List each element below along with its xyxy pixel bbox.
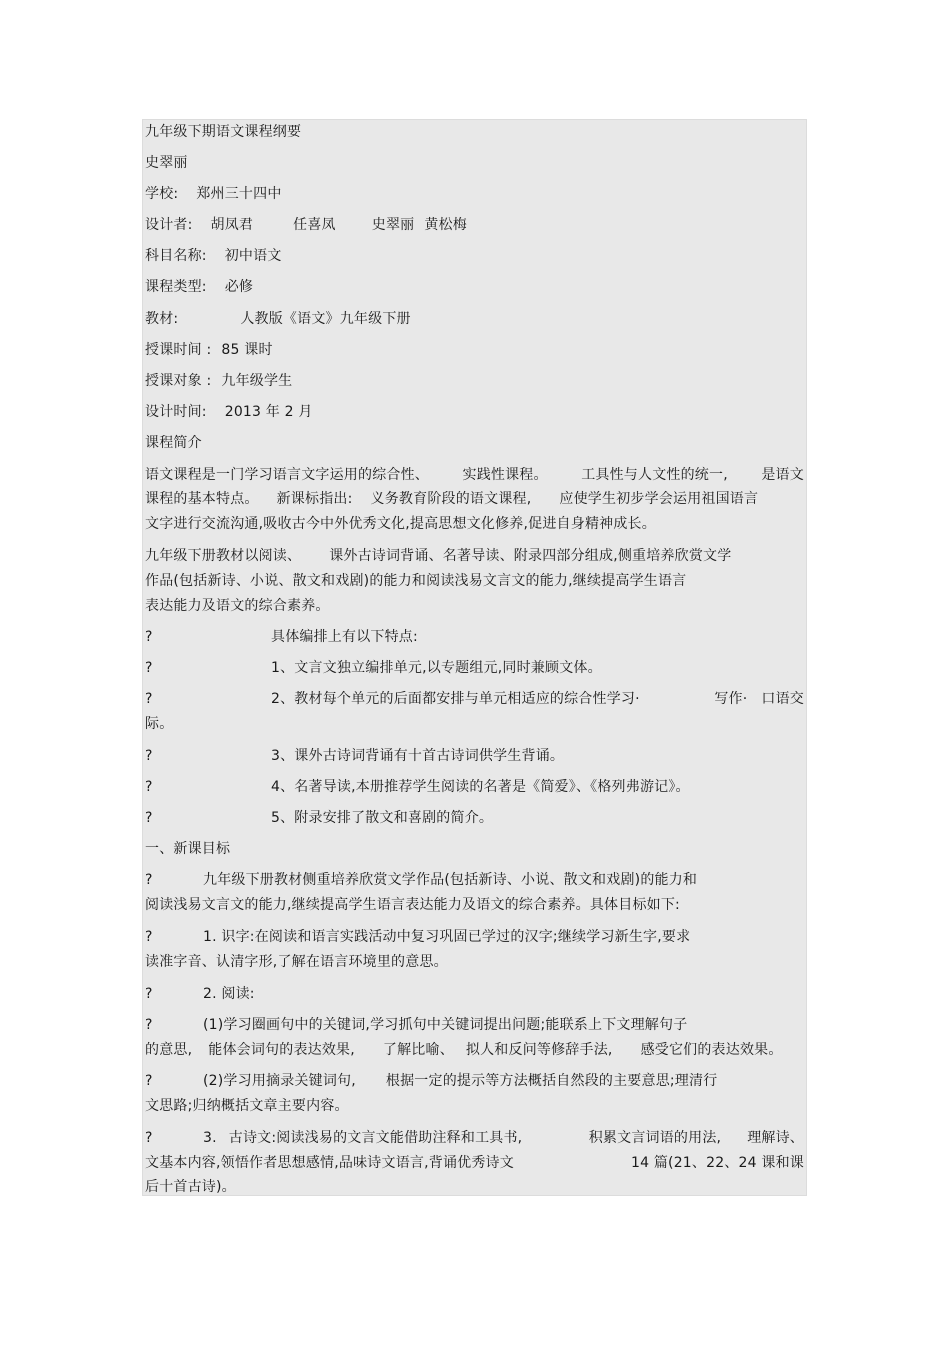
text-segment: 2、教材每个单元的后面都安排与单元相适应的综合性学习· bbox=[271, 691, 640, 707]
audience-value: 九年级学生 bbox=[221, 373, 293, 389]
intro-paragraph-line: 文字进行交流沟通,吸收古今中外优秀文化,提高思想文化修养,促进自身精神成长。 bbox=[145, 516, 656, 532]
text-segment: 九年级下册教材以阅读、 bbox=[145, 548, 302, 564]
intro-paragraph2-line bbox=[145, 546, 804, 566]
audience-label: 授课对象 : bbox=[145, 373, 212, 389]
bullet-marker: ? bbox=[145, 929, 153, 945]
goal-subitem bbox=[145, 1071, 804, 1091]
text-segment: 的意思, bbox=[145, 1042, 193, 1058]
text-segment: 1、文言文独立编排单元,以专题组元,同时兼顾文体。 bbox=[271, 660, 602, 676]
bullet-marker: ? bbox=[145, 660, 153, 676]
text-segment: 实践性课程。 bbox=[462, 467, 548, 483]
bullet-marker: ? bbox=[145, 779, 153, 795]
designer-name: 史翠丽 bbox=[371, 217, 415, 233]
school-line bbox=[145, 184, 804, 204]
text-segment: 口语交 bbox=[761, 691, 804, 707]
text-segment: (1)学习圈画句中的关键词,学习抓句中关键词提出问题;能联系上下文理解句子 bbox=[203, 1017, 688, 1033]
design-time-line bbox=[145, 402, 804, 422]
text-segment: 工具性与人文性的统一, bbox=[581, 467, 728, 483]
document-page bbox=[142, 119, 807, 1196]
feature-item bbox=[145, 777, 804, 797]
goal-item bbox=[145, 927, 804, 947]
school-value: 郑州三十四中 bbox=[196, 186, 282, 202]
feature-item-continued: 际。 bbox=[145, 716, 174, 732]
course-type-label: 课程类型: bbox=[145, 279, 207, 295]
hours-label: 授课时间 : bbox=[145, 342, 212, 358]
intro-paragraph2-line: 作品(包括新诗、小说、散文和戏剧)的能力和阅读浅易文言文的能力,继续提高学生语言 bbox=[145, 573, 687, 589]
designer-name: 胡凤君 bbox=[210, 217, 254, 233]
features-intro bbox=[145, 627, 804, 647]
text-segment: 2. 阅读: bbox=[203, 986, 255, 1002]
textbook-value: 人教版《语文》九年级下册 bbox=[240, 311, 411, 327]
bullet-marker: ? bbox=[145, 629, 153, 645]
text-segment: 应使学生初步学会运用祖国语言 bbox=[559, 491, 759, 507]
subject-label: 科目名称: bbox=[145, 248, 207, 264]
designers-line bbox=[145, 215, 804, 235]
bullet-marker: ? bbox=[145, 1130, 153, 1146]
author: 史翠丽 bbox=[145, 155, 188, 171]
feature-item bbox=[145, 746, 804, 766]
designer-name: 黄松梅 bbox=[424, 217, 467, 233]
text-segment: 具体编排上有以下特点: bbox=[271, 629, 418, 645]
goals-intro-line bbox=[145, 870, 804, 890]
course-type-line bbox=[145, 277, 804, 297]
bullet-marker: ? bbox=[145, 986, 153, 1002]
goal-item-continued: 后十首古诗)。 bbox=[145, 1179, 236, 1195]
goal-item-continued bbox=[145, 1153, 804, 1173]
textbook-label: 教材: bbox=[145, 311, 179, 327]
text-segment: 语文课程是一门学习语言文字运用的综合性、 bbox=[145, 467, 429, 483]
bullet-marker: ? bbox=[145, 1073, 153, 1089]
text-segment: 文基本内容,领悟作者思想感情,品味诗文语言,背诵优秀诗文 bbox=[145, 1155, 514, 1171]
intro-paragraph-line bbox=[145, 465, 804, 485]
text-segment: 课程的基本特点。 bbox=[145, 491, 259, 507]
text-segment: 九年级下册教材侧重培养欣赏文学作品(包括新诗、小说、散文和戏剧)的能力和 bbox=[203, 872, 698, 888]
text-segment: 能体会词句的表达效果, bbox=[208, 1042, 355, 1058]
design-time-label: 设计时间: bbox=[145, 404, 207, 420]
designer-name: 任喜凤 bbox=[293, 217, 336, 233]
school-label: 学校: bbox=[145, 186, 179, 202]
hours-value: 85 课时 bbox=[221, 342, 273, 358]
goals-intro-line: 阅读浅易文言文的能力,继续提高学生语言表达能力及语文的综合素养。具体目标如下: bbox=[145, 897, 680, 913]
goal-item-continued: 读准字音、认清字形,了解在语言环境里的意思。 bbox=[145, 954, 448, 970]
text-segment: 拟人和反问等修辞手法, bbox=[465, 1042, 613, 1058]
text-segment: 根据一定的提示等方法概括自然段的主要意思;理清行 bbox=[385, 1073, 718, 1089]
text-segment: (2)学习用摘录关键词句, bbox=[203, 1073, 356, 1089]
text-segment: 3、课外古诗词背诵有十首古诗词供学生背诵。 bbox=[271, 748, 565, 764]
text-segment: 课外古诗词背诵、名著导读、附录四部分组成,侧重培养欣赏文学 bbox=[329, 548, 732, 564]
bullet-marker: ? bbox=[145, 1017, 153, 1033]
bullet-marker: ? bbox=[145, 691, 153, 707]
designers-label: 设计者: bbox=[145, 217, 193, 233]
text-segment: 14 篇(21、22、24 课和课 bbox=[630, 1155, 804, 1171]
document-title: 九年级下期语文课程纲要 bbox=[145, 124, 302, 140]
subject-line bbox=[145, 246, 804, 266]
text-segment: 3. bbox=[203, 1130, 217, 1146]
intro-paragraph2-line: 表达能力及语文的综合素养。 bbox=[145, 598, 330, 614]
goals-heading: 一、新课目标 bbox=[145, 841, 231, 857]
goal-subitem-continued bbox=[145, 1040, 804, 1060]
goal-item bbox=[145, 984, 804, 1004]
feature-item bbox=[145, 808, 804, 828]
text-segment: 古诗文:阅读浅易的文言文能借助注释和工具书, bbox=[228, 1130, 523, 1146]
text-segment: 5、附录安排了散文和喜剧的简介。 bbox=[271, 810, 494, 826]
goal-item bbox=[145, 1128, 804, 1148]
feature-item bbox=[145, 658, 804, 678]
course-type-value: 必修 bbox=[224, 279, 254, 295]
goal-subitem-continued: 文思路;归纳概括文章主要内容。 bbox=[145, 1098, 349, 1114]
text-segment: 了解比喻、 bbox=[382, 1042, 454, 1058]
text-segment: 写作· bbox=[714, 691, 748, 707]
text-segment: 新课标指出: bbox=[276, 491, 353, 507]
text-segment: 积累文言词语的用法, bbox=[588, 1130, 722, 1146]
text-segment: 理解诗、 bbox=[747, 1130, 804, 1146]
goal-subitem bbox=[145, 1015, 804, 1035]
intro-heading: 课程简介 bbox=[145, 435, 202, 451]
text-segment: 1. 识字:在阅读和语言实践活动中复习巩固已学过的汉字;继续学习新生字,要求 bbox=[203, 929, 691, 945]
subject-value: 初中语文 bbox=[224, 248, 282, 264]
text-segment: 感受它们的表达效果。 bbox=[640, 1042, 783, 1058]
text-segment: 4、名著导读,本册推荐学生阅读的名著是《简爱》、《格列弗游记》。 bbox=[271, 779, 690, 795]
bullet-marker: ? bbox=[145, 748, 153, 764]
bullet-marker: ? bbox=[145, 810, 153, 826]
textbook-line bbox=[145, 309, 804, 329]
hours-line bbox=[145, 340, 804, 360]
text-segment: 是语文 bbox=[761, 467, 804, 483]
text-segment: 义务教育阶段的语文课程, bbox=[370, 491, 532, 507]
design-time-value: 2013 年 2 月 bbox=[224, 404, 313, 420]
bullet-marker: ? bbox=[145, 872, 153, 888]
feature-item bbox=[145, 689, 804, 709]
audience-line bbox=[145, 371, 804, 391]
intro-paragraph-line bbox=[145, 489, 804, 509]
